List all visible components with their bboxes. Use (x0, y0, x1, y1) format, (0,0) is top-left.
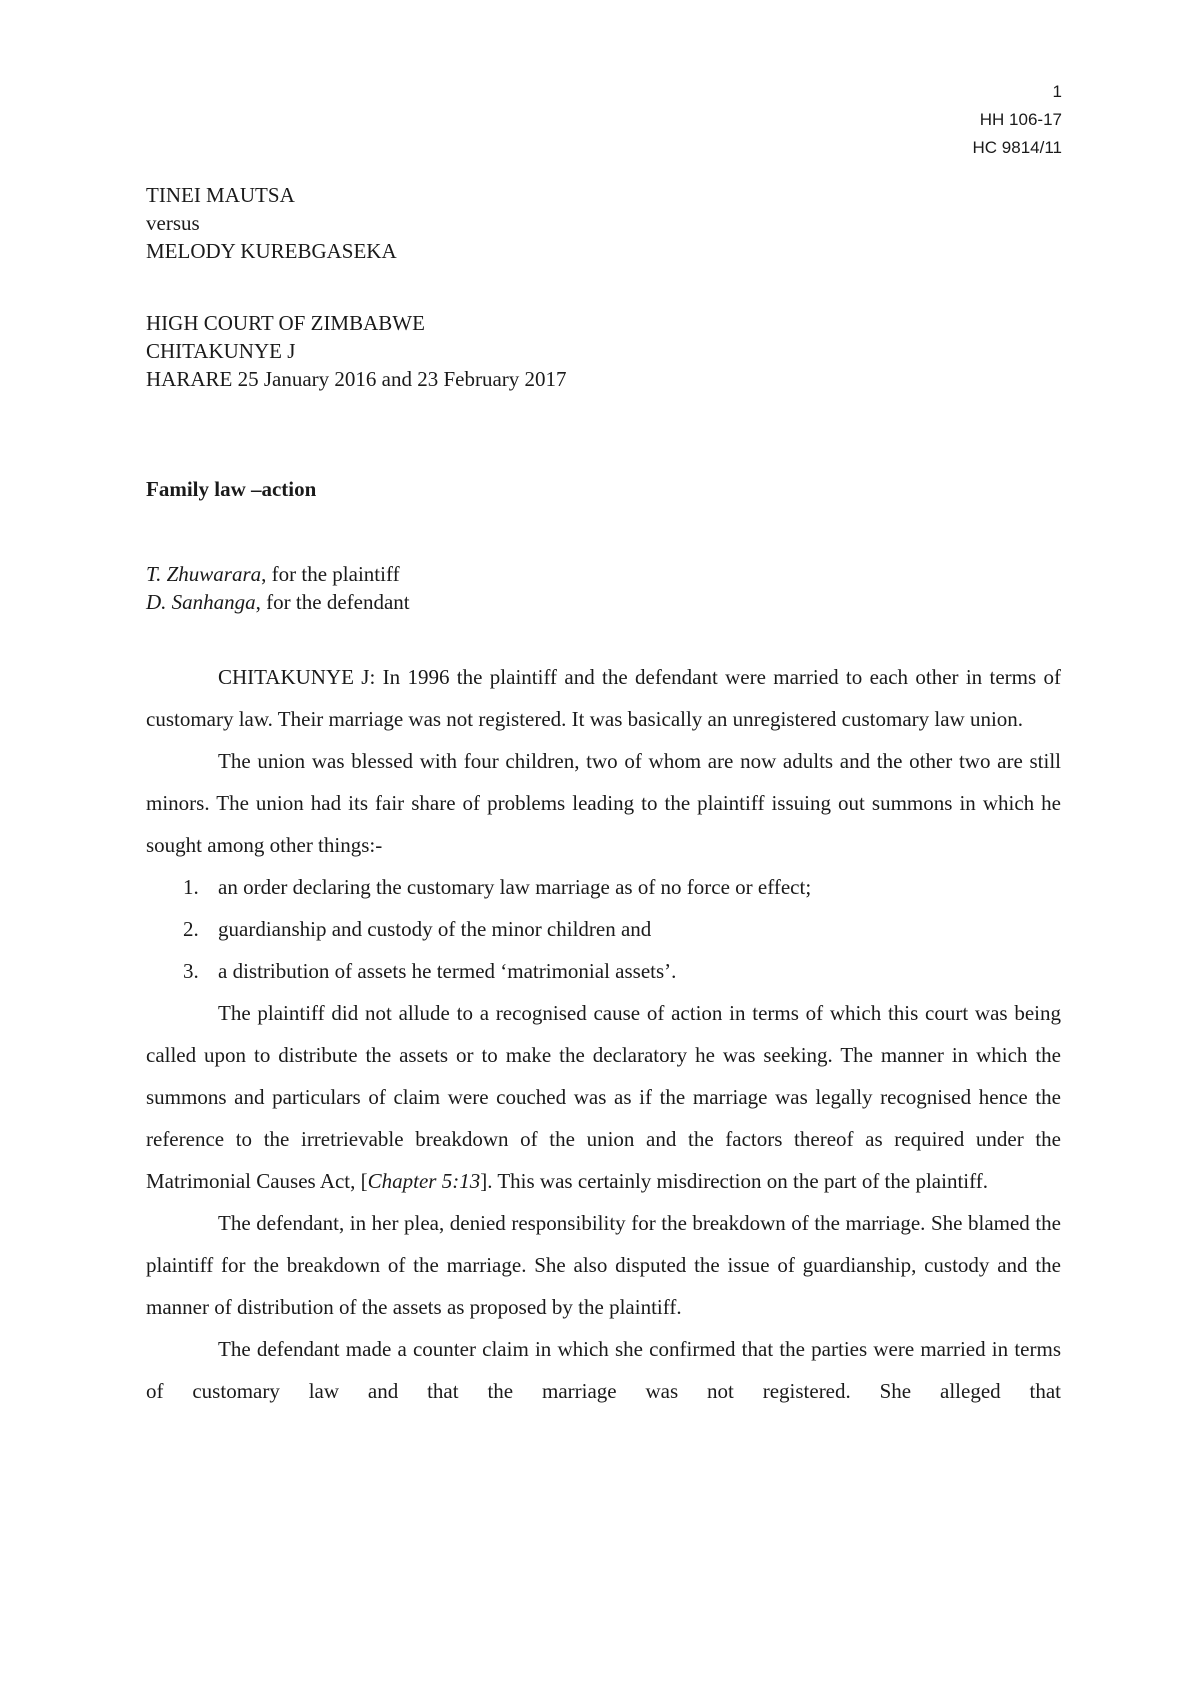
page-header (973, 78, 1062, 162)
defendant-name: MELODY KUREBGASEKA (146, 239, 397, 263)
defendant-counsel-name: D. Sanhanga (146, 590, 256, 614)
list-item-number: 2. (183, 917, 199, 941)
case-reference: HC 9814/11 (972, 138, 1062, 157)
court-block (146, 309, 1061, 393)
list-item (146, 950, 1061, 992)
list-item-number: 3. (183, 959, 199, 983)
paragraph-3 (146, 992, 1061, 1202)
hearing-place-dates: HARARE 25 January 2016 and 23 February 2017 (146, 367, 567, 391)
versus-label: versus (146, 211, 200, 235)
paragraph-3-end: ]. This was certainly misdirection on the part of the plaintiff. (480, 1169, 988, 1193)
counsel-block (146, 560, 1061, 616)
plaintiff-counsel-name: T. Zhuwarara (146, 562, 262, 586)
judgment-body (146, 656, 1061, 1412)
plaintiff-name: TINEI MAUTSA (146, 183, 295, 207)
list-item-text: guardianship and custody of the minor children and (218, 917, 652, 941)
plaintiff-counsel-role: , for the plaintiff (261, 562, 400, 586)
list-item-number: 1. (183, 875, 199, 899)
plaintiff-counsel (146, 560, 1061, 588)
judge-name: CHITAKUNYE J (146, 339, 296, 363)
paragraph-1: CHITAKUNYE J: In 1996 the plaintiff and the defendant were married to each other in terms of customary law. Their marriage was not registered. It was basically an unregistered customary law union. (146, 665, 1061, 731)
defendant-counsel-role: , for the defendant (255, 590, 410, 614)
statute-chapter: Chapter 5:13 (367, 1169, 481, 1193)
judgment-reference: HH 106-17 (979, 110, 1062, 129)
list-item (146, 908, 1061, 950)
list-item (146, 866, 1061, 908)
paragraph-4: The defendant, in her plea, denied responsibility for the breakdown of the marriage. She blamed the plaintiff for the breakdown of the marriage. She also disputed the issue of guardianship, custody and the manner of distribution of the assets as proposed by the plaintiff. (146, 1211, 1061, 1319)
list-item-text: an order declaring the customary law marriage as of no force or effect; (218, 875, 812, 899)
parties-block (146, 181, 1061, 265)
paragraph-5: The defendant made a counter claim in which she confirmed that the parties were married in terms of customary law and that the marriage was not registered. She alleged that (146, 1337, 1061, 1403)
list-item-text: a distribution of assets he termed ‘matrimonial assets’. (218, 959, 677, 983)
paragraph-2: The union was blessed with four children, two of whom are now adults and the other two are still minors. The union had its fair share of problems leading to the plaintiff issuing out summons in which he sought among other things:- (146, 749, 1061, 857)
page-number: 1 (1052, 82, 1062, 101)
paragraph-3-start: The plaintiff did not allude to a recognised cause of action in terms of which this court was being called upon to distribute the assets or to make the declaratory he was seeking. The manner in which the summons and particulars of claim were couched was as if the marriage was legally recognised hence the reference to the irretrievable breakdown of the union and the factors thereof as required under the Matrimonial Causes Act, [ (146, 1001, 1061, 1193)
defendant-counsel (146, 588, 1061, 616)
subject-heading: Family law –action (146, 477, 317, 501)
court-name: HIGH COURT OF ZIMBABWE (146, 311, 425, 335)
relief-list (146, 866, 1061, 992)
